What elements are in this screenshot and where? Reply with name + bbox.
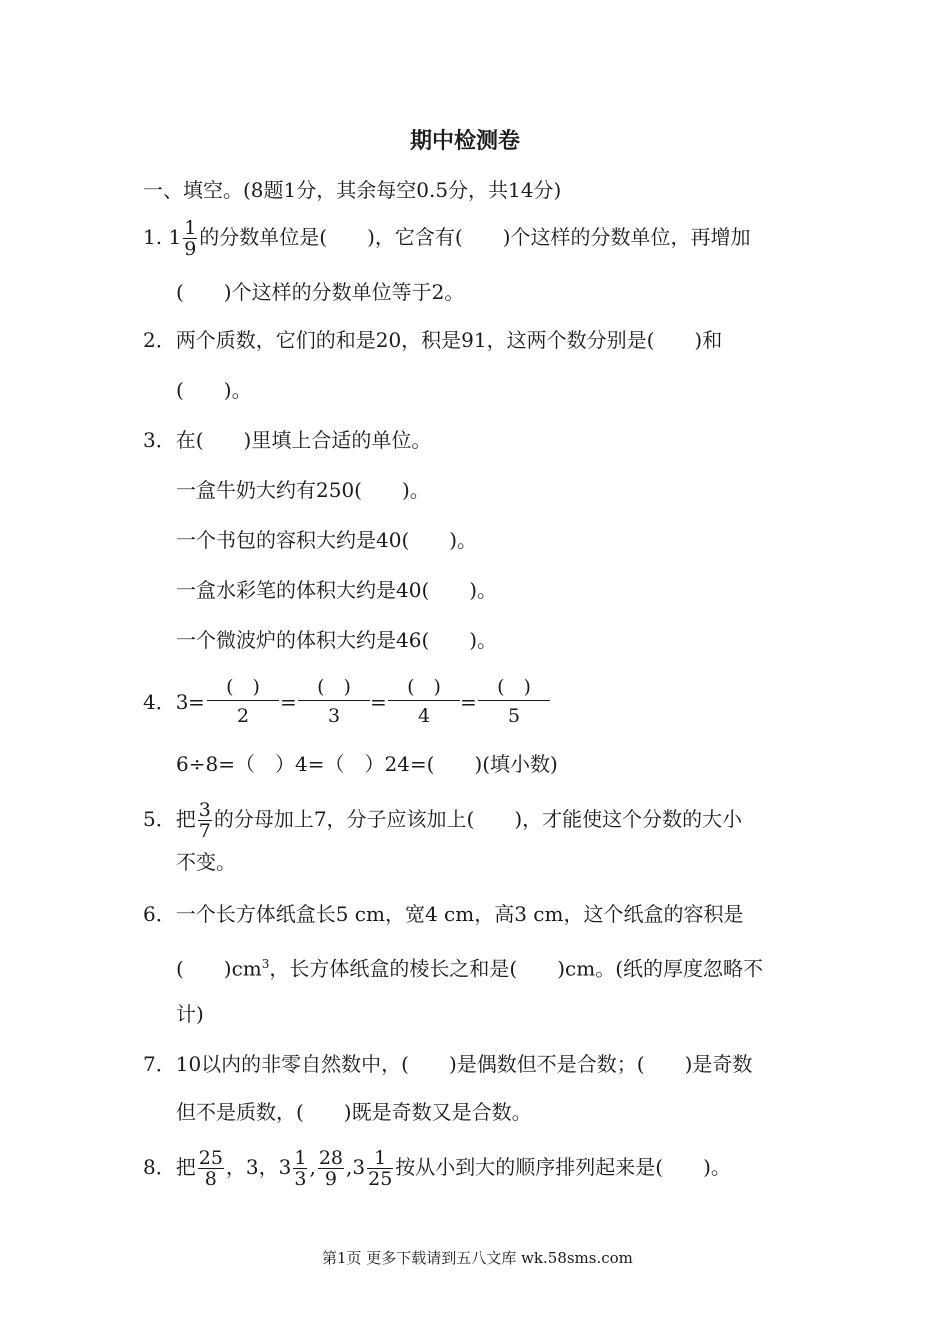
page-title: 期中检测卷: [410, 129, 521, 154]
question-1-line-1: 1. 1 $\frac{1}{9}$ 的分数单位是( )，它含有( )个这样的分数单位，再增加: [143, 217, 751, 260]
fraction-blank-5: ( ) 5: [478, 674, 550, 731]
fraction-1-1-9: $\frac{1}{9}$: [184, 217, 197, 260]
fraction-blank-4: ( ) 4: [388, 674, 460, 731]
question-3-line-1: 3．在( )里填上合适的单位。: [143, 428, 432, 452]
equals-sign: =: [370, 690, 387, 714]
question-6-line-2: ( )$cm^3$，长方体纸盒的棱长之和是( )cm。(纸的厚度忽略不: [176, 956, 763, 981]
question-5-line-1: 5．把 $\frac{3}{7}$ 的分母加上7，分子应该加上( )，才能使这个分数的大小: [143, 799, 743, 842]
equals-sign: =: [460, 690, 477, 714]
question-3-line-5: 一个微波炉的体积大约是46( )。: [176, 628, 498, 652]
fraction-28-9: $\frac{28}{9}$: [318, 1147, 344, 1190]
question-4-label: 4．3: [143, 690, 189, 714]
question-3-line-4: 一盒水彩笔的体积大约是40( )。: [176, 578, 498, 602]
fraction-1-3: $\frac{1}{3}$: [294, 1147, 307, 1190]
question-6-line-1: 6．一个长方体纸盒长5 cm，宽4 cm，高3 cm，这个纸盒的容积是: [143, 902, 744, 926]
equals-sign: =: [188, 690, 205, 714]
equals-sign: =: [280, 690, 297, 714]
question-2-line-2: ( )。: [176, 378, 252, 402]
page-footer: 第1页 更多下载请到五八文库 wk.58sms.com: [322, 1249, 633, 1267]
fraction-1-25: $\frac{1}{25}$: [368, 1147, 393, 1190]
fraction-25-8: $\frac{25}{8}$: [198, 1147, 223, 1190]
question-3-line-2: 一盒牛奶大约有250( )。: [176, 478, 430, 502]
question-1-line-2: ( )个这样的分数单位等于2。: [176, 280, 465, 304]
question-8-line-1: 8．把 $\frac{25}{8}$ ，3，3 $\frac{1}{3}$ , $\frac{28}{9}$ ,3 $\frac{1}{25}$ 按从小到大的顺序排列起来是( )。: [143, 1147, 731, 1190]
section-heading: 一、填空。(8题1分，其余每空0.5分，共14分): [143, 178, 562, 202]
question-3-line-3: 一个书包的容积大约是40( )。: [176, 528, 478, 552]
question-6-line-3: 计): [176, 1002, 204, 1026]
question-2-line-1: 2．两个质数，它们的和是20，积是91，这两个数分别是( )和: [143, 328, 723, 352]
fraction-blank-3: ( ) 3: [298, 674, 370, 731]
question-5-line-2: 不变。: [176, 850, 236, 874]
fraction-blank-2: ( ) 2: [207, 674, 279, 731]
fraction-3-7: $\frac{3}{7}$: [198, 799, 211, 842]
question-4-line-2: 6÷8=（ ）4=（ ）24=( )(填小数): [176, 752, 558, 776]
question-7-line-2: 但不是质数，( )既是奇数又是合数。: [176, 1100, 532, 1124]
question-7-line-1: 7．10以内的非零自然数中，( )是偶数但不是合数；( )是奇数: [143, 1052, 753, 1076]
